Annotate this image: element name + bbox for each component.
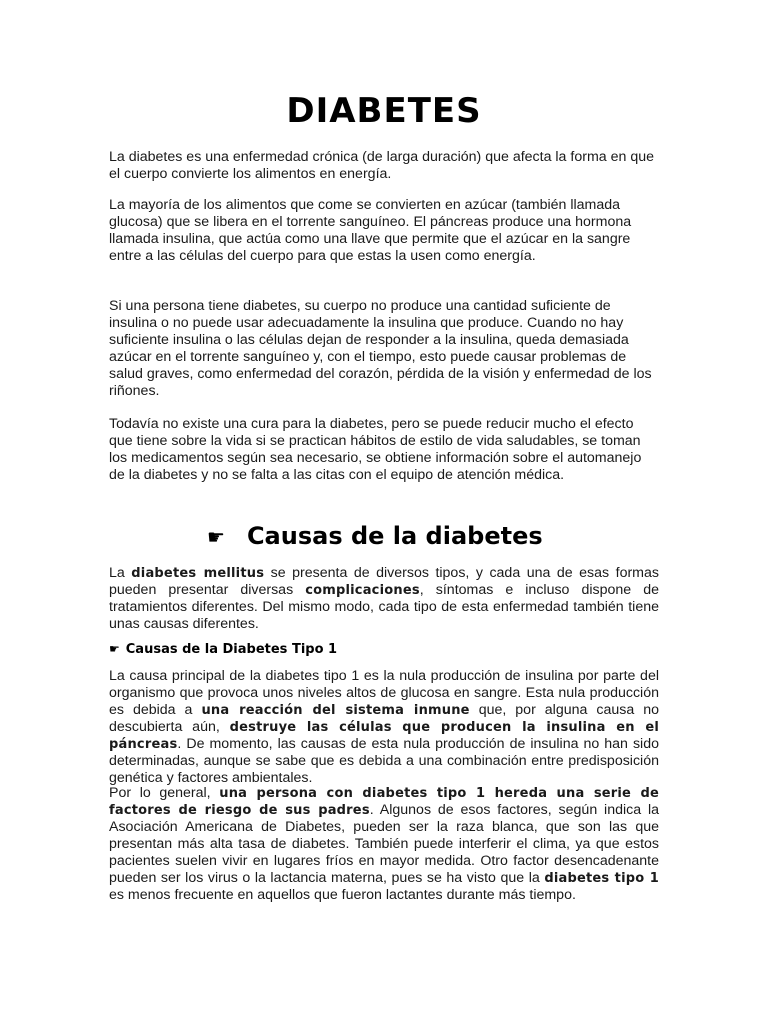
bold-term: destruye las células que producen la insulina en el páncreas (109, 720, 659, 752)
subsection-heading-tipo1 (109, 641, 337, 658)
text-run: . Algunos de esos factores, según indica la Asociación Americana de Diabetes, pueden ser la raza blanca, que son las que presentan más alta tasa de diabetes. También puede interferir el clima, ya que estos pacientes suelen vivir en lugares fríos en mayor medida. Otro factor desencadenante pueden ser los virus o la lactancia materna, pues se ha visto que la (109, 802, 659, 886)
section-heading-text: Causas de la diabetes (246, 522, 543, 550)
intro-paragraph-2: La mayoría de los alimentos que come se convierten en azúcar (también llamada glucosa) que se libera en el torrente sanguíneo. El páncreas produce una hormona llamada insulina, que actúa como una llave que permite que el azúcar en la sangre entre a las células del cuerpo para que estas la usen como energía. (109, 197, 632, 264)
text-run: La (109, 565, 132, 581)
text-run: Por lo general, (109, 785, 220, 801)
bold-term: complicaciones (305, 583, 420, 598)
document-title: DIABETES (286, 91, 482, 131)
intro-paragraph-1: La diabetes es una enfermedad crónica (de larga duración) que afecta la forma en que el cuerpo convierte los alimentos en energía. (109, 149, 654, 182)
bold-term: una persona con diabetes tipo 1 hereda una serie de factores de riesgo de sus padres (109, 786, 659, 818)
bold-term: una reacción del sistema inmune (201, 703, 470, 718)
subsection-heading-text: Causas de la Diabetes Tipo 1 (125, 642, 338, 657)
tipo1-paragraph-1 (109, 668, 659, 787)
text-run: se presenta de diversos tipos, y cada una de esas formas pueden presentar diversas (109, 565, 659, 598)
text-run: es menos frecuente en aquellos que fueron lactantes durante más tiempo. (109, 887, 576, 903)
intro-paragraph-4: Todavía no existe una cura para la diabetes, pero se puede reducir mucho el efecto que tiene sobre la vida si se practican hábitos de estilo de vida saludables, se toman los medicamentos según sea necesario, se obtiene información sobre el automanejo de la diabetes y no se falta a las citas con el equipo de atención médica. (109, 416, 642, 483)
bold-term: diabetes tipo 1 (544, 871, 659, 886)
intro-paragraph-3: Si una persona tiene diabetes, su cuerpo no produce una cantidad suficiente de insulina o no puede usar adecuadamente la insulina que produce. Cuando no hay suficiente insulina o las células dejan de responder a la insulina, queda demasiada azúcar en el torrente sanguíneo y, con el tiempo, esto puede causar problemas de salud graves, como enfermedad del corazón, pérdida de la visión y enfermedad de los riñones. (109, 298, 652, 399)
section-heading-causas (207, 521, 543, 552)
text-run: La causa principal de la diabetes tipo 1 es la nula producción de insulina por parte del organismo que provoca unos niveles altos de glucosa en sangre. Esta nula producción es debida a (109, 668, 659, 718)
pointing-hand-icon: ☛ (109, 642, 120, 656)
tipo1-paragraph-2 (109, 785, 659, 904)
pointing-hand-icon: ☛ (207, 525, 225, 549)
section-intro-paragraph (109, 565, 659, 633)
text-run: . De momento, las causas de esta nula producción de insulina no han sido determinadas, aunque se sabe que es debida a una combinación entre predisposición genética y factores ambientales. (109, 736, 659, 786)
text-run: , síntomas e incluso dispone de tratamientos diferentes. Del mismo modo, cada tipo de esta enfermedad también tiene unas causas diferentes. (109, 582, 659, 632)
text-run: que, por alguna causa no descubierta aún, (109, 702, 659, 735)
bold-term: diabetes mellitus (131, 566, 265, 581)
